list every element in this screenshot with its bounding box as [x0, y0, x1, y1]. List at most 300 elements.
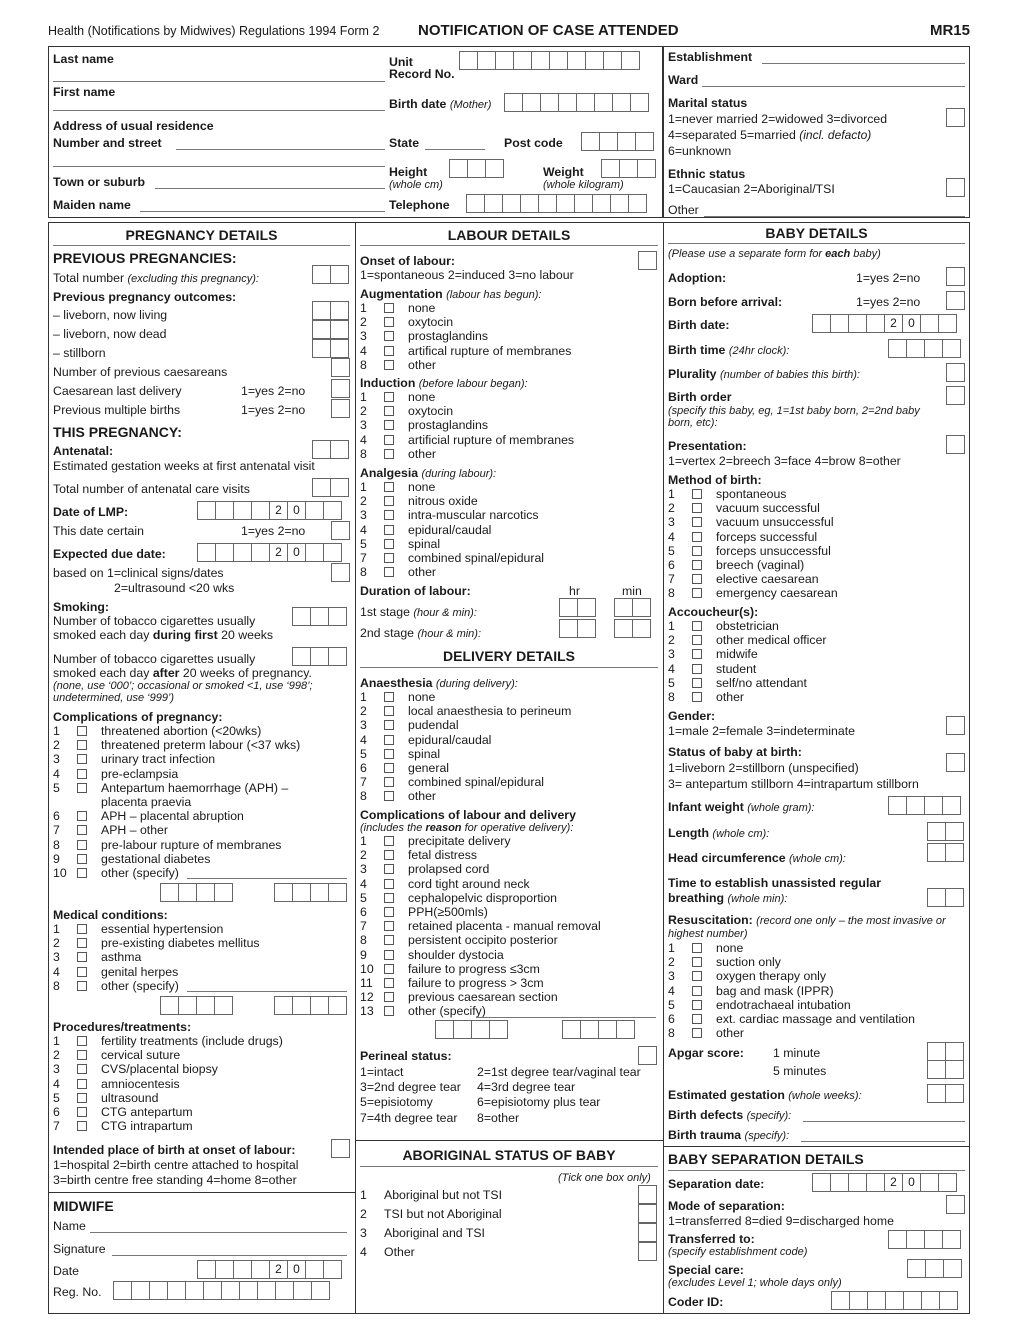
this-pregnancy-heading: THIS PREGNANCY: — [53, 424, 182, 440]
proc-item-number: 7 — [53, 1119, 60, 1134]
stage2-label: 2nd stage — [360, 626, 418, 640]
accoucheur-item[interactable] — [668, 619, 958, 633]
stage1-min-boxes[interactable] — [614, 598, 651, 617]
comp-preg-item[interactable] — [53, 852, 353, 866]
place-1: 1=hospital 2=birth centre attached to hospital — [53, 1158, 299, 1172]
smoke2e: (none, use ‘000’; occasional or smoked <1, use ‘998’; — [53, 680, 313, 692]
total-boxes[interactable] — [312, 265, 349, 284]
town-field[interactable] — [155, 188, 385, 189]
anaes-item[interactable] — [360, 733, 650, 747]
proc-checkbox[interactable] — [77, 1050, 87, 1060]
marital-opts-3: 6=unknown — [668, 144, 732, 158]
aug-item[interactable] — [360, 315, 650, 329]
anal-label: Analgesia — [360, 466, 422, 480]
anaes-item-label: local anaesthesia to perineum — [408, 704, 572, 719]
resus-checkbox[interactable] — [692, 943, 702, 953]
trauma-field[interactable] — [801, 1141, 965, 1142]
apgar-label: Apgar score: — [668, 1046, 744, 1060]
aug-checkbox[interactable] — [384, 346, 394, 356]
anal-item[interactable] — [360, 565, 650, 579]
method-checkbox[interactable] — [692, 517, 702, 527]
proc-item-number: 2 — [53, 1048, 60, 1063]
ind-checkbox[interactable] — [384, 435, 394, 445]
ind-checkbox[interactable] — [384, 392, 394, 402]
anaes-item[interactable] — [360, 761, 650, 775]
mother-birth-date-boxes[interactable] — [504, 93, 649, 112]
transferred-label: Transferred to: — [668, 1232, 755, 1246]
comp-preg-checkbox[interactable] — [77, 740, 87, 750]
stage2-min-boxes[interactable] — [614, 619, 651, 638]
special-boxes[interactable] — [907, 1259, 962, 1278]
anal-checkbox[interactable] — [384, 510, 394, 520]
smoke2c: after — [152, 666, 180, 680]
resus-item[interactable] — [668, 955, 958, 969]
aboriginal-box[interactable] — [638, 1242, 657, 1261]
resus-checkbox[interactable] — [692, 1028, 702, 1038]
resus-checkbox[interactable] — [692, 971, 702, 981]
anaes-item[interactable] — [360, 704, 650, 718]
medical-checkbox[interactable] — [77, 967, 87, 977]
comp-preg-other-boxes[interactable] — [160, 883, 233, 902]
proc-checkbox[interactable] — [77, 1036, 87, 1046]
resus-item-number: 5 — [668, 997, 675, 1012]
coder-boxes[interactable] — [831, 1291, 958, 1310]
anal-item[interactable] — [360, 551, 650, 565]
resus-item[interactable] — [668, 984, 958, 998]
antenatal-label: Antenatal: — [53, 444, 114, 458]
resus-item[interactable] — [668, 969, 958, 983]
method-checkbox[interactable] — [692, 532, 702, 542]
mode-box[interactable] — [946, 1195, 965, 1214]
comp-del-checkbox[interactable] — [384, 893, 394, 903]
midwife-reg-label: Reg. No. — [53, 1285, 102, 1299]
medical-other-boxes-2[interactable] — [274, 996, 347, 1015]
certain-box[interactable] — [331, 521, 350, 540]
anal-checkbox[interactable] — [384, 553, 394, 563]
place-box[interactable] — [331, 1139, 350, 1158]
comp-del-item[interactable] — [360, 990, 650, 1004]
ind-item[interactable] — [360, 418, 650, 432]
comp-del-checkbox[interactable] — [384, 921, 394, 931]
ind-item-label: oxytocin — [408, 404, 454, 419]
comp-del-checkbox[interactable] — [384, 935, 394, 945]
proc-item[interactable] — [53, 1105, 353, 1119]
ind-item[interactable] — [360, 433, 650, 447]
accoucheur-checkbox[interactable] — [692, 664, 702, 674]
proc-item[interactable] — [53, 1091, 353, 1105]
comp-del-checkbox[interactable] — [384, 850, 394, 860]
breath-boxes[interactable] — [927, 888, 964, 907]
bba-box[interactable] — [946, 291, 965, 310]
medical-checkbox[interactable] — [77, 981, 87, 991]
aug-checkbox[interactable] — [384, 360, 394, 370]
accoucheur-list — [668, 619, 958, 704]
comp-preg-item[interactable] — [53, 752, 353, 766]
gender-box[interactable] — [946, 716, 965, 735]
length-label: Length — [668, 826, 713, 840]
resus-item[interactable] — [668, 941, 958, 955]
baby-birth-date-boxes[interactable]: 2 0 — [812, 314, 957, 333]
anal-item[interactable] — [360, 523, 650, 537]
comp-preg-item[interactable] — [53, 809, 353, 823]
ethnic-other-field[interactable] — [704, 216, 965, 217]
medical-item[interactable] — [53, 950, 353, 964]
comp-preg-checkbox[interactable] — [77, 811, 87, 821]
head-boxes[interactable] — [927, 843, 964, 862]
proc-item[interactable] — [53, 1048, 353, 1062]
comp-del-item[interactable] — [360, 905, 650, 919]
comp-preg-checkbox[interactable] — [77, 825, 87, 835]
comp-preg-checkbox[interactable] — [77, 726, 87, 736]
smoke-first-boxes[interactable] — [292, 607, 347, 626]
comp-preg-checkbox[interactable] — [77, 840, 87, 850]
comp-preg-item[interactable] — [53, 724, 353, 738]
transferred-boxes[interactable] — [888, 1230, 961, 1249]
aboriginal-item-label: Other — [384, 1245, 415, 1259]
breath-label-1: Time to establish unassisted regular — [668, 876, 881, 890]
birth-order-box[interactable] — [946, 386, 965, 405]
medical-item-number: 1 — [53, 922, 60, 936]
ethnic-box[interactable] — [946, 178, 965, 197]
comp-del-checkbox[interactable] — [384, 907, 394, 917]
stage1-hr-boxes[interactable] — [559, 598, 596, 617]
post-code-label: Post code — [504, 136, 563, 150]
aug-item-number: 1 — [360, 301, 367, 315]
proc-item[interactable] — [53, 1034, 353, 1048]
resus-checkbox[interactable] — [692, 986, 702, 996]
comp-del-checkbox[interactable] — [384, 992, 394, 1002]
accoucheur-item-label: obstetrician — [716, 619, 779, 633]
medical-other-boxes[interactable] — [160, 996, 233, 1015]
comp-del-checkbox[interactable] — [384, 836, 394, 846]
comp-del-item[interactable] — [360, 877, 650, 891]
method-item[interactable] — [668, 515, 958, 529]
marital-box[interactable] — [946, 108, 965, 127]
aboriginal-box[interactable] — [638, 1185, 657, 1204]
ind-item-number: 4 — [360, 432, 367, 447]
weight-boxes[interactable] — [601, 159, 656, 178]
ind-checkbox[interactable] — [384, 449, 394, 459]
comp-preg-checkbox[interactable] — [77, 769, 87, 779]
outcomes-label: Previous pregnancy outcomes: — [53, 290, 237, 304]
comp-preg-checkbox[interactable] — [77, 783, 87, 793]
aug-item-label: none — [408, 301, 436, 315]
proc-item[interactable] — [53, 1119, 353, 1133]
medical-item[interactable] — [53, 936, 353, 950]
resus-item[interactable] — [668, 1012, 958, 1026]
separation-date-label: Separation date: — [668, 1177, 765, 1191]
anal-checkbox[interactable] — [384, 482, 394, 492]
ind-item[interactable] — [360, 390, 650, 404]
medical-item[interactable] — [53, 965, 353, 979]
anaes-item[interactable] — [360, 718, 650, 732]
ind-checkbox[interactable] — [384, 420, 394, 430]
medical-checkbox[interactable] — [77, 924, 87, 934]
anal-checkbox[interactable] — [384, 496, 394, 506]
accoucheur-item[interactable] — [668, 690, 958, 704]
proc-item[interactable] — [53, 1077, 353, 1091]
method-checkbox[interactable] — [692, 503, 702, 513]
comp-del-item[interactable] — [360, 933, 650, 947]
comp-preg-item[interactable] — [53, 838, 353, 852]
comp-del-checkbox[interactable] — [384, 964, 394, 974]
method-label: Method of birth: — [668, 473, 762, 487]
method-checkbox[interactable] — [692, 546, 702, 556]
method-item[interactable] — [668, 530, 958, 544]
medical-item-number: 3 — [53, 950, 60, 965]
accoucheur-item[interactable] — [668, 633, 958, 647]
maiden-field[interactable] — [140, 211, 385, 212]
anal-checkbox[interactable] — [384, 525, 394, 535]
method-item[interactable] — [668, 558, 958, 572]
living-boxes[interactable] — [312, 301, 349, 320]
comp-del-checkbox[interactable] — [384, 864, 394, 874]
anal-item[interactable] — [360, 494, 650, 508]
infant-weight-boxes[interactable] — [888, 796, 961, 815]
comp-del-item[interactable] — [360, 848, 650, 862]
method-item[interactable] — [668, 586, 958, 600]
record-no-boxes[interactable] — [459, 51, 640, 70]
accoucheur-item[interactable] — [668, 676, 958, 690]
comp-preg-checkbox[interactable] — [77, 854, 87, 864]
comp-preg-list — [53, 724, 353, 880]
midwife-name-field[interactable] — [90, 1232, 347, 1233]
smoking-label: Smoking: — [53, 600, 110, 614]
ind-item[interactable] — [360, 404, 650, 418]
anal-checkbox[interactable] — [384, 539, 394, 549]
accoucheur-item[interactable] — [668, 647, 958, 661]
method-item-label: elective caesarean — [716, 572, 819, 587]
comp-del-other-boxes-2[interactable] — [562, 1020, 635, 1039]
post-code-boxes[interactable] — [581, 132, 654, 151]
establishment-field[interactable] — [762, 63, 965, 64]
regulation-text: Health (Notifications by Midwives) Regulations 1994 Form 2 — [48, 24, 380, 38]
aug-item[interactable] — [360, 358, 650, 372]
comp-preg-item[interactable] — [53, 738, 353, 752]
anaes-checkbox[interactable] — [384, 692, 394, 702]
method-item[interactable] — [668, 572, 958, 586]
anal-item[interactable] — [360, 508, 650, 522]
address-label: Address of usual residence — [53, 119, 214, 133]
edd-label: Expected due date: — [53, 547, 166, 561]
resus-checkbox[interactable] — [692, 1014, 702, 1024]
comp-preg-item[interactable] — [53, 767, 353, 781]
anal-item[interactable] — [360, 480, 650, 494]
anaes-item[interactable] — [360, 690, 650, 704]
anal-item[interactable] — [360, 537, 650, 551]
edd-boxes[interactable]: 2 0 — [197, 543, 342, 562]
comp-del-checkbox[interactable] — [384, 950, 394, 960]
comp-preg-item[interactable] — [53, 795, 353, 809]
apgar-1-boxes[interactable] — [927, 1042, 964, 1061]
accoucheur-item[interactable] — [668, 662, 958, 676]
comp-del-item-number: 12 — [360, 990, 374, 1005]
anaes-checkbox[interactable] — [384, 749, 394, 759]
method-item-number: 7 — [668, 572, 675, 587]
presentation-box[interactable] — [946, 435, 965, 454]
aug-checkbox[interactable] — [384, 317, 394, 327]
aug-item[interactable] — [360, 301, 650, 315]
medical-item[interactable] — [53, 922, 353, 936]
defects-field[interactable] — [803, 1121, 965, 1122]
accoucheur-checkbox[interactable] — [692, 678, 702, 688]
comp-del-checkbox[interactable] — [384, 879, 394, 889]
aboriginal-box[interactable] — [638, 1223, 657, 1242]
comp-del-item-label: prolapsed cord — [408, 862, 490, 877]
comp-del-item[interactable] — [360, 962, 650, 976]
caes-last-opts: 1=yes 2=no — [241, 384, 306, 398]
based-box[interactable] — [331, 563, 350, 582]
aug-item-number: 2 — [360, 315, 367, 330]
anaes-checkbox[interactable] — [384, 735, 394, 745]
birth-time-label: Birth time — [668, 343, 729, 357]
method-checkbox[interactable] — [692, 489, 702, 499]
anaes-item-number: 7 — [360, 775, 367, 790]
still-boxes[interactable] — [312, 339, 349, 358]
accoucheur-checkbox[interactable] — [692, 692, 702, 702]
resus-checkbox[interactable] — [692, 1000, 702, 1010]
comp-del-item[interactable] — [360, 834, 650, 848]
smoke-after-boxes[interactable] — [292, 647, 347, 666]
resus-item[interactable] — [668, 1026, 958, 1040]
comp-del-item[interactable] — [360, 948, 650, 962]
accoucheur-item-number: 5 — [668, 675, 675, 690]
midwife-reg-boxes[interactable] — [113, 1281, 330, 1300]
apgar-5-boxes[interactable] — [927, 1060, 964, 1079]
birth-time-boxes[interactable] — [888, 339, 961, 358]
accoucheur-item-label: self/no attendant — [716, 675, 807, 690]
comp-preg-item-label: pre-labour rupture of membranes — [101, 837, 282, 852]
proc-checkbox[interactable] — [77, 1064, 87, 1074]
perineal-box[interactable] — [638, 1046, 657, 1065]
comp-preg-checkbox[interactable] — [77, 754, 87, 764]
ind-item-label: none — [408, 390, 436, 404]
aug-item[interactable] — [360, 329, 650, 343]
anaes-checkbox[interactable] — [384, 706, 394, 716]
ind-checkbox[interactable] — [384, 406, 394, 416]
status-box[interactable] — [946, 753, 965, 772]
lmp-boxes[interactable]: 2 0 — [197, 501, 342, 520]
anaes-checkbox[interactable] — [384, 777, 394, 787]
method-item[interactable] — [668, 544, 958, 558]
midwife-date-boxes[interactable]: 2 0 — [197, 1260, 342, 1279]
aug-item[interactable] — [360, 344, 650, 358]
comp-del-item[interactable] — [360, 891, 650, 905]
adoption-box[interactable] — [946, 267, 965, 286]
separation-date-boxes[interactable]: 2 0 — [812, 1173, 957, 1192]
anaes-checkbox[interactable] — [384, 720, 394, 730]
comp-preg-item[interactable] — [53, 823, 353, 837]
method-item[interactable] — [668, 487, 958, 501]
resus-checkbox[interactable] — [692, 957, 702, 967]
method-item-label: vacuum successful — [716, 501, 820, 516]
onset-box[interactable] — [638, 251, 657, 270]
anaes-checkbox[interactable] — [384, 763, 394, 773]
telephone-boxes[interactable] — [466, 194, 647, 213]
state-label: State — [389, 136, 420, 150]
midwife-signature-field[interactable] — [112, 1255, 347, 1256]
proc-checkbox[interactable] — [77, 1107, 87, 1117]
proc-item-label: cervical suture — [101, 1048, 181, 1063]
method-checkbox[interactable] — [692, 560, 702, 570]
ind-item[interactable] — [360, 447, 650, 461]
ward-field[interactable] — [702, 86, 965, 87]
plurality-box[interactable] — [946, 363, 965, 382]
aboriginal-box[interactable] — [638, 1204, 657, 1223]
birth-order-note-1: (specify this baby, eg, 1=1st baby born, 2=2nd baby — [668, 405, 920, 417]
anaes-checkbox[interactable] — [384, 791, 394, 801]
comp-del-item[interactable] — [360, 976, 650, 990]
method-checkbox[interactable] — [692, 588, 702, 598]
comp-del-checkbox[interactable] — [384, 1006, 394, 1016]
marital-label: Marital status — [668, 96, 748, 110]
resus-item[interactable] — [668, 998, 958, 1012]
gestation-boxes[interactable] — [927, 1084, 964, 1103]
aug-checkbox[interactable] — [384, 331, 394, 341]
aug-checkbox[interactable] — [384, 303, 394, 313]
caes-box[interactable] — [331, 358, 350, 377]
height-boxes[interactable] — [449, 159, 504, 178]
street-field[interactable] — [176, 149, 385, 150]
multi-box[interactable] — [331, 399, 350, 418]
accoucheur-checkbox[interactable] — [692, 649, 702, 659]
proc-item[interactable] — [53, 1062, 353, 1076]
comp-preg-item[interactable] — [53, 781, 353, 795]
state-field[interactable] — [425, 149, 485, 150]
ethnic-other-label: Other — [668, 203, 699, 217]
comp-del-checkbox[interactable] — [384, 978, 394, 988]
method-item[interactable] — [668, 501, 958, 515]
proc-list — [53, 1034, 353, 1133]
accoucheur-checkbox[interactable] — [692, 635, 702, 645]
labour-heading: LABOUR DETAILS — [447, 227, 571, 243]
weight-note: (whole kilogram) — [543, 179, 624, 191]
proc-checkbox[interactable] — [77, 1079, 87, 1089]
medical-checkbox[interactable] — [77, 952, 87, 962]
anal-checkbox[interactable] — [384, 567, 394, 577]
comp-del-item-label: previous caesarean section — [408, 990, 558, 1005]
anaes-item[interactable] — [360, 775, 650, 789]
comp-preg-checkbox[interactable] — [77, 868, 87, 878]
smoke2d: 20 weeks of pregnancy. — [179, 666, 312, 680]
breath-label-2: breathing — [668, 891, 728, 905]
comp-del-item-number: 6 — [360, 904, 367, 919]
method-checkbox[interactable] — [692, 574, 702, 584]
comp-preg-item-number: 4 — [53, 766, 60, 781]
perineal-1b: 2=1st degree tear/vaginal tear — [477, 1065, 641, 1079]
anaes-item[interactable] — [360, 789, 650, 803]
comp-del-other-boxes[interactable] — [435, 1020, 508, 1039]
status-opts-1: 1=liveborn 2=stillborn (unspecified) — [668, 761, 859, 775]
baby-birth-date-label: Birth date: — [668, 318, 730, 332]
proc-checkbox[interactable] — [77, 1121, 87, 1131]
accoucheur-checkbox[interactable] — [692, 621, 702, 631]
dead-boxes[interactable] — [312, 320, 349, 339]
accoucheur-item-number: 1 — [668, 619, 675, 633]
visits-boxes[interactable] — [312, 478, 349, 497]
proc-checkbox[interactable] — [77, 1093, 87, 1103]
medical-checkbox[interactable] — [77, 938, 87, 948]
comp-del-item[interactable] — [360, 919, 650, 933]
caes-last-box[interactable] — [331, 379, 350, 398]
stage2-hr-boxes[interactable] — [559, 619, 596, 638]
length-boxes[interactable] — [927, 822, 964, 841]
comp-del-item[interactable] — [360, 862, 650, 876]
stage2-note: (hour & min): — [417, 628, 482, 640]
comp-preg-other-boxes-2[interactable] — [274, 883, 347, 902]
anaes-item[interactable] — [360, 747, 650, 761]
gest-boxes[interactable] — [312, 440, 349, 459]
